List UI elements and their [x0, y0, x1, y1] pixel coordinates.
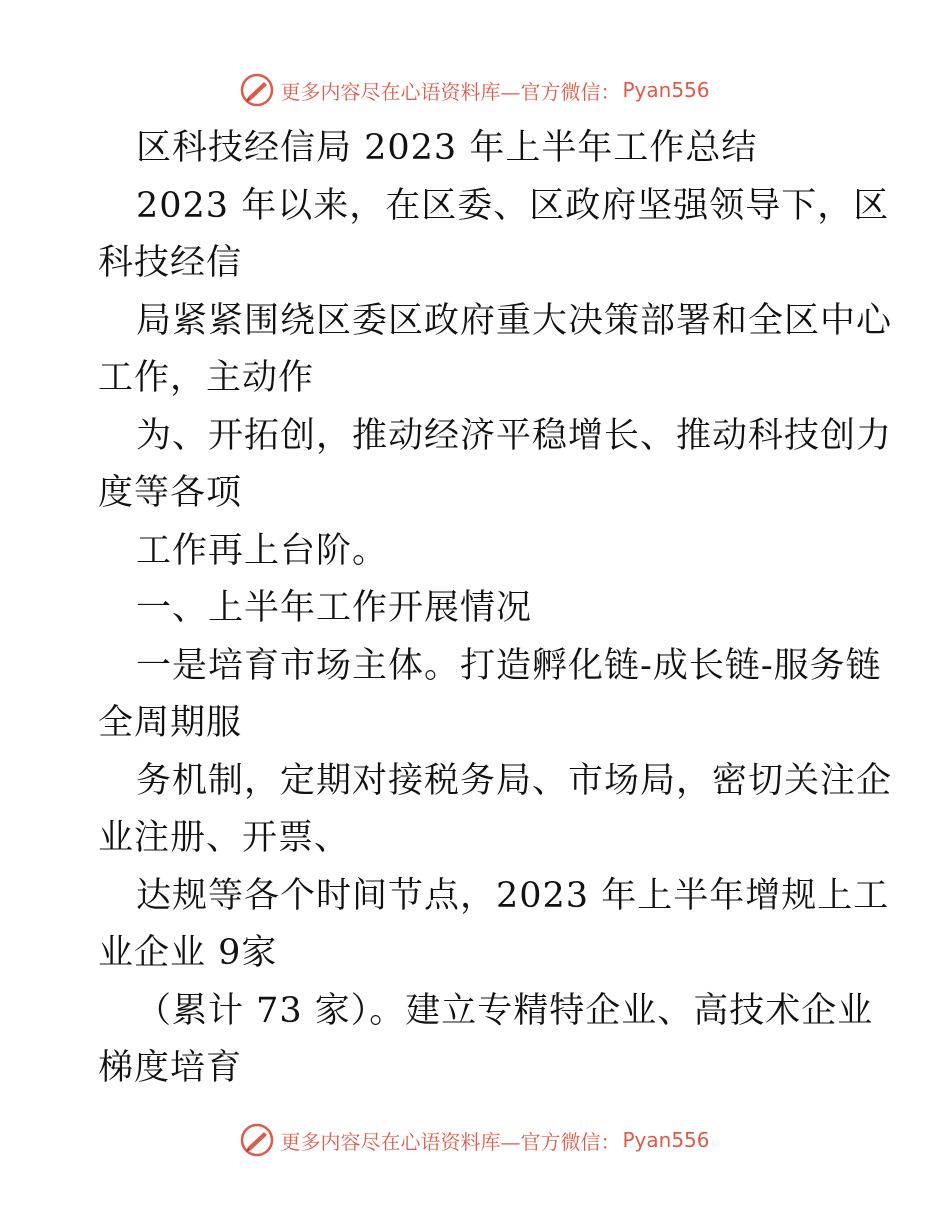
paragraph-line: 梯度培育 [98, 1048, 243, 1088]
paragraph-line: 度等各项 [98, 473, 243, 513]
watermark-header [0, 70, 950, 110]
watermark-wechat-id: Pyan556 [622, 78, 710, 102]
pen-logo-icon [240, 1123, 274, 1157]
paragraph-line: 务机制，定期对接税务局、市场局，密切关注企 [136, 760, 893, 801]
document-body [98, 120, 898, 1098]
watermark-footer [0, 1120, 950, 1160]
paragraph-line: 工作，主动作 [98, 358, 315, 398]
paragraph-line: 达规等各个时间节点，2023 年上半年增规上工 [136, 875, 890, 916]
paragraph-line: 局紧紧围绕区委区政府重大决策部署和全区中心 [136, 300, 893, 341]
paragraph-line: 业注册、开票、 [98, 818, 351, 858]
section-heading: 一、上半年工作开展情况 [136, 588, 533, 628]
watermark-text: 更多内容尽在心语资料库—官方微信： [280, 79, 621, 104]
paragraph-line: 2023 年以来，在区委、区政府坚强领导下，区 [136, 185, 890, 226]
paragraph-line: 业企业 9家 [98, 933, 278, 973]
pen-logo-icon [240, 73, 274, 107]
watermark-text: 更多内容尽在心语资料库—官方微信： [280, 1129, 621, 1154]
paragraph-line: 全周期服 [98, 703, 243, 743]
paragraph-line: 工作再上台阶。 [136, 530, 389, 571]
paragraph-line: （累计 73 家）。建立专精特企业、高技术企业 [136, 990, 874, 1031]
watermark-wechat-id: Pyan556 [622, 1128, 710, 1152]
paragraph-line: 科技经信 [98, 243, 243, 283]
paragraph-line: 一是培育市场主体。打造孵化链-成长链-服务链 [136, 645, 882, 686]
document-title: 区科技经信局 2023 年上半年工作总结 [136, 128, 758, 168]
paragraph-line: 为、开拓创，推动经济平稳增长、推动科技创力 [136, 415, 893, 456]
